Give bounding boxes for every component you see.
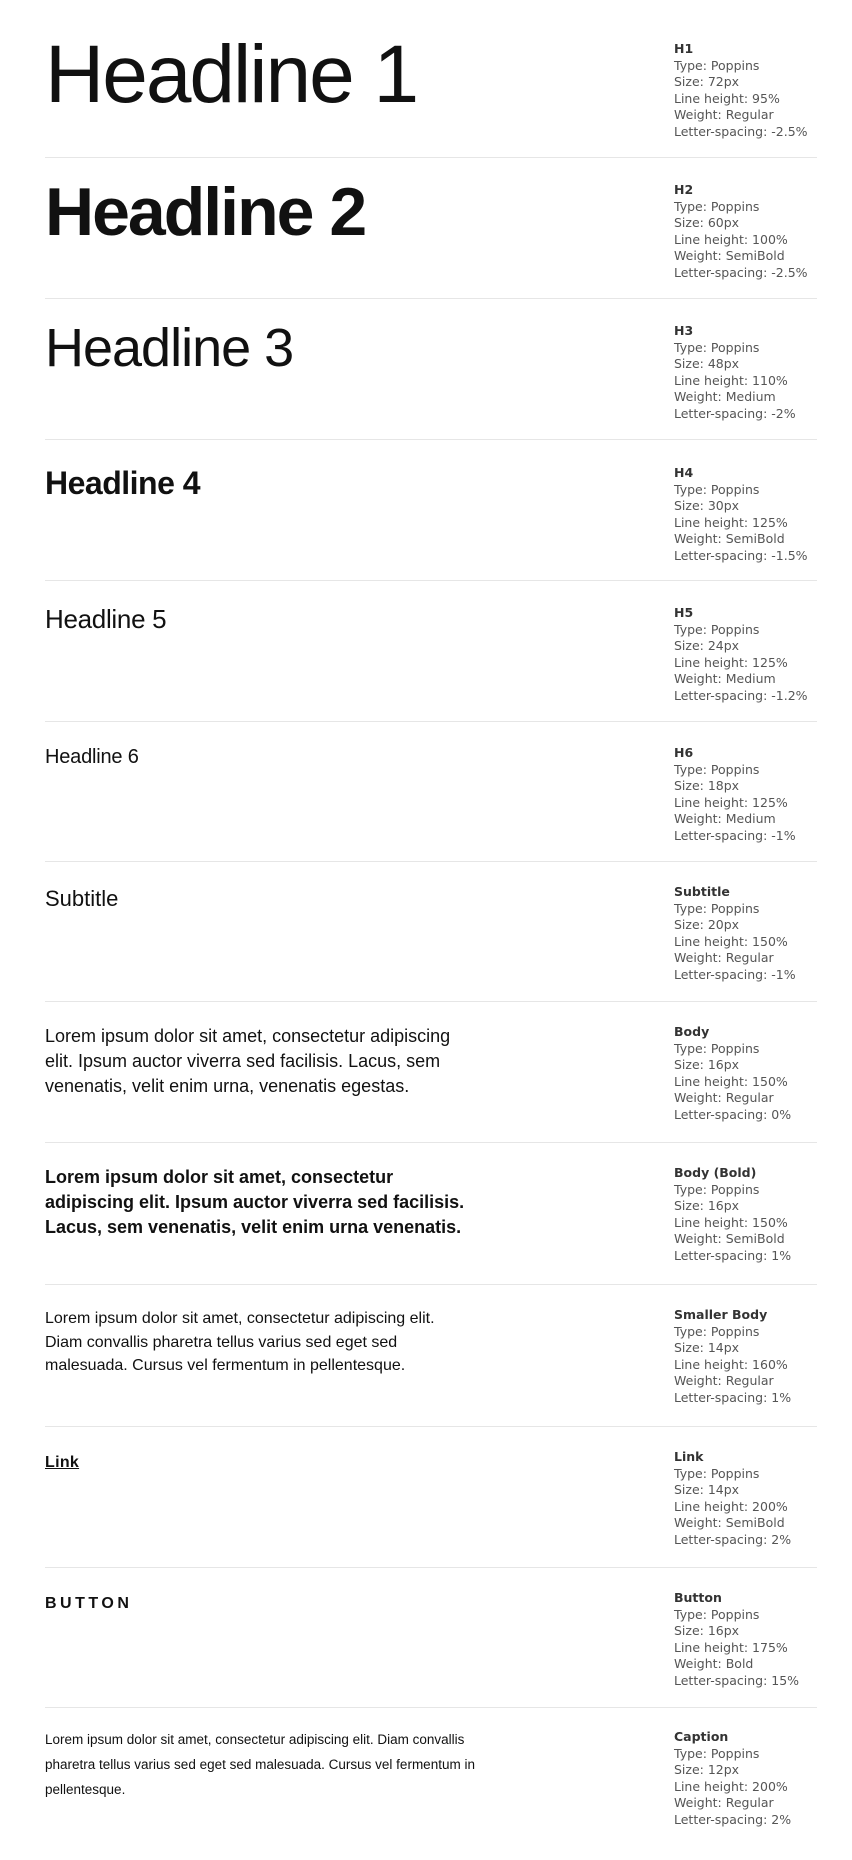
spec-size: Size: 16px: [674, 1623, 740, 1638]
spec-line-height: Line height: 200%: [674, 1778, 788, 1794]
spec-line-height: Line height: 160%: [674, 1356, 788, 1372]
specimen-h5: Headline 5: [45, 604, 167, 634]
spec-title: Smaller Body: [674, 1307, 768, 1322]
divider: [45, 298, 817, 299]
spec-block-subtitle: [674, 884, 834, 983]
spec-title: H5: [674, 605, 694, 620]
spec-type: Type: Poppins: [674, 621, 760, 637]
specimen-h3: Headline 3: [45, 318, 294, 378]
specimen-body: Lorem ipsum dolor sit amet, consectetur adipiscing elit. Ipsum auctor viverra sed facilisis. Lacus, sem venenatis, velit enim urna, venenatis egestas.: [45, 1026, 451, 1096]
specimen-button[interactable]: BUTTON: [45, 1595, 133, 1612]
spec-type: Type: Poppins: [674, 481, 760, 497]
spec-weight: Weight: SemiBold: [674, 1515, 785, 1530]
spec-letter-spacing: Letter-spacing: -2%: [674, 405, 796, 421]
spec-block-body-bold: [674, 1165, 834, 1264]
spec-weight: Weight: Medium: [674, 389, 776, 404]
divider: [45, 1426, 817, 1427]
spec-type: Type: Poppins: [674, 761, 760, 777]
specimen-h4: Headline 4: [45, 465, 201, 501]
spec-block-button: [674, 1590, 834, 1689]
spec-block-caption: [674, 1729, 834, 1828]
spec-letter-spacing: Letter-spacing: 15%: [674, 1672, 800, 1688]
specimen-h2: Headline 2: [45, 174, 366, 250]
spec-type: Type: Poppins: [674, 1465, 760, 1481]
spec-letter-spacing: Letter-spacing: 1%: [674, 1247, 792, 1263]
divider: [45, 1567, 817, 1568]
spec-title: H1: [674, 41, 694, 56]
specimen-subtitle: Subtitle: [45, 886, 119, 911]
spec-block-link: [674, 1449, 834, 1548]
spec-weight: Weight: SemiBold: [674, 248, 785, 263]
spec-size: Size: 16px: [674, 1198, 740, 1213]
spec-type: Type: Poppins: [674, 1745, 760, 1761]
spec-weight: Weight: Regular: [674, 1373, 774, 1388]
spec-letter-spacing: Letter-spacing: -1.2%: [674, 687, 808, 703]
spec-title: H6: [674, 745, 694, 760]
spec-letter-spacing: Letter-spacing: 2%: [674, 1811, 792, 1827]
spec-size: Size: 16px: [674, 1057, 740, 1072]
spec-size: Size: 14px: [674, 1482, 740, 1497]
divider: [45, 439, 817, 440]
spec-weight: Weight: Medium: [674, 671, 776, 686]
spec-title: Caption: [674, 1729, 729, 1744]
divider: [45, 1284, 817, 1285]
spec-title: H4: [674, 465, 694, 480]
spec-size: Size: 12px: [674, 1762, 740, 1777]
spec-letter-spacing: Letter-spacing: 0%: [674, 1106, 792, 1122]
spec-size: Size: 72px: [674, 74, 740, 89]
spec-line-height: Line height: 150%: [674, 1214, 788, 1230]
spec-block-h3: [674, 323, 834, 422]
divider: [45, 157, 817, 158]
divider: [45, 1001, 817, 1002]
spec-size: Size: 24px: [674, 638, 740, 653]
divider: [45, 721, 817, 722]
divider: [45, 580, 817, 581]
spec-line-height: Line height: 150%: [674, 933, 788, 949]
spec-block-h5: [674, 605, 834, 704]
spec-weight: Weight: SemiBold: [674, 531, 785, 546]
spec-size: Size: 20px: [674, 917, 740, 932]
specimen-caption: Lorem ipsum dolor sit amet, consectetur adipiscing elit. Diam convallis pharetra tellus varius sed eget sed malesuada. Cursus vel fermentum in pellentesque.: [45, 1732, 475, 1797]
spec-block-smaller-body: [674, 1307, 834, 1406]
spec-type: Type: Poppins: [674, 900, 760, 916]
specimen-smaller-body: Lorem ipsum dolor sit amet, consectetur adipiscing elit. Diam convallis pharetra tellus varius sed eget sed malesuada. Cursus vel fermentum in pellentesque.: [45, 1310, 435, 1374]
specimen-h1: Headline 1: [45, 29, 418, 120]
spec-type: Type: Poppins: [674, 198, 760, 214]
spec-type: Type: Poppins: [674, 1181, 760, 1197]
divider: [45, 1707, 817, 1708]
spec-size: Size: 30px: [674, 498, 740, 513]
spec-letter-spacing: Letter-spacing: -2.5%: [674, 264, 808, 280]
spec-line-height: Line height: 110%: [674, 372, 788, 388]
divider: [45, 1142, 817, 1143]
specimen-h6: Headline 6: [45, 746, 139, 768]
spec-type: Type: Poppins: [674, 339, 760, 355]
spec-line-height: Line height: 175%: [674, 1639, 788, 1655]
spec-line-height: Line height: 95%: [674, 90, 780, 106]
spec-line-height: Line height: 200%: [674, 1498, 788, 1514]
spec-letter-spacing: Letter-spacing: 1%: [674, 1389, 792, 1405]
spec-line-height: Line height: 125%: [674, 514, 788, 530]
spec-title: Body: [674, 1024, 710, 1039]
spec-block-h2: [674, 182, 834, 281]
spec-size: Size: 48px: [674, 356, 740, 371]
spec-line-height: Line height: 100%: [674, 231, 788, 247]
spec-weight: Weight: Bold: [674, 1656, 754, 1671]
spec-line-height: Line height: 150%: [674, 1073, 788, 1089]
spec-letter-spacing: Letter-spacing: 2%: [674, 1531, 792, 1547]
spec-weight: Weight: Regular: [674, 107, 774, 122]
specimen-body-bold: Lorem ipsum dolor sit amet, consectetur adipiscing elit. Ipsum auctor viverra sed facilisis. Lacus, sem venenatis, velit enim urna venenatis.: [45, 1167, 465, 1237]
spec-line-height: Line height: 125%: [674, 654, 788, 670]
spec-block-h4: [674, 465, 834, 564]
spec-title: Link: [674, 1449, 704, 1464]
spec-title: Subtitle: [674, 884, 730, 899]
spec-type: Type: Poppins: [674, 1323, 760, 1339]
spec-type: Type: Poppins: [674, 57, 760, 73]
spec-type: Type: Poppins: [674, 1606, 760, 1622]
spec-block-body: [674, 1024, 834, 1123]
spec-letter-spacing: Letter-spacing: -1%: [674, 966, 796, 982]
spec-weight: Weight: Regular: [674, 1090, 774, 1105]
spec-title: Body (Bold): [674, 1165, 757, 1180]
divider: [45, 861, 817, 862]
spec-title: H3: [674, 323, 694, 338]
spec-title: Button: [674, 1590, 722, 1605]
spec-letter-spacing: Letter-spacing: -1%: [674, 827, 796, 843]
spec-weight: Weight: Regular: [674, 950, 774, 965]
spec-weight: Weight: Regular: [674, 1795, 774, 1810]
spec-weight: Weight: Medium: [674, 811, 776, 826]
spec-block-h6: [674, 745, 834, 844]
spec-line-height: Line height: 125%: [674, 794, 788, 810]
spec-letter-spacing: Letter-spacing: -1.5%: [674, 547, 808, 563]
specimen-link[interactable]: Link: [45, 1454, 80, 1471]
spec-title: H2: [674, 182, 694, 197]
spec-type: Type: Poppins: [674, 1040, 760, 1056]
spec-size: Size: 14px: [674, 1340, 740, 1355]
spec-size: Size: 60px: [674, 215, 740, 230]
spec-size: Size: 18px: [674, 778, 740, 793]
spec-letter-spacing: Letter-spacing: -2.5%: [674, 123, 808, 139]
spec-block-h1: [674, 41, 834, 140]
spec-weight: Weight: SemiBold: [674, 1231, 785, 1246]
